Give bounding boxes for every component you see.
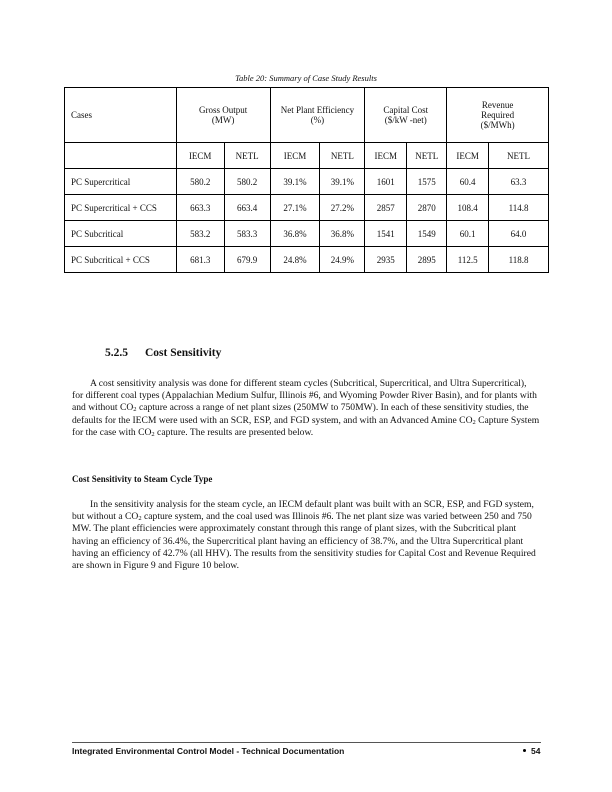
table-cell: 583.3 bbox=[224, 221, 270, 247]
subsection-heading: Cost Sensitivity to Steam Cycle Type bbox=[72, 474, 213, 484]
bullet-icon bbox=[523, 749, 526, 752]
table-cell: 118.8 bbox=[489, 247, 549, 273]
table-cell: 39.1% bbox=[270, 169, 320, 195]
table-cell: 24.8% bbox=[270, 247, 320, 273]
header-revenue: Revenue Required ($/MWh) bbox=[447, 88, 549, 143]
footer-rule bbox=[72, 742, 541, 743]
subheader-blank bbox=[65, 143, 177, 169]
table-cell: 663.4 bbox=[224, 195, 270, 221]
table-cell: 114.8 bbox=[489, 195, 549, 221]
case-name: PC Subcritical bbox=[65, 221, 177, 247]
table-cell: 1541 bbox=[365, 221, 407, 247]
table-cell: 2870 bbox=[407, 195, 447, 221]
table-cell: 1575 bbox=[407, 169, 447, 195]
table-cell: 679.9 bbox=[224, 247, 270, 273]
table-header-row bbox=[65, 88, 549, 143]
results-table bbox=[64, 87, 549, 273]
section-heading bbox=[105, 347, 221, 359]
table-cell: 112.5 bbox=[447, 247, 489, 273]
table-row bbox=[65, 247, 549, 273]
paragraph-intro: A cost sensitivity analysis was done for different steam cycles (Subcritical, Supercritical, and Ultra Supercritical), for different coal types (Appalachian Medium Sulfur, Illinois #6, and Wyoming Powder River Basin), and for plants with and without $CO_2$ capture across a range of net plant sizes (250MW to 750MW). In each of these sensitivity studies, the defaults for the IECM were used with an SCR, ESP, and FGD system, and with an Advanced Amine $CO_2$ Capture System for the case with $CO_2$ capture. The results are presented below. bbox=[72, 378, 540, 438]
table-cell: 1549 bbox=[407, 221, 447, 247]
subheader-cell: NETL bbox=[224, 143, 270, 169]
table-cell: 108.4 bbox=[447, 195, 489, 221]
table-cell: 1601 bbox=[365, 169, 407, 195]
table-cell: 64.0 bbox=[489, 221, 549, 247]
table-subheader-row bbox=[65, 143, 549, 169]
table-cell: 27.1% bbox=[270, 195, 320, 221]
table-row bbox=[65, 221, 549, 247]
subheader-cell: IECM bbox=[270, 143, 320, 169]
table-cell: 2935 bbox=[365, 247, 407, 273]
table-cell: 580.2 bbox=[176, 169, 224, 195]
table-cell: 39.1% bbox=[320, 169, 365, 195]
table-caption: Table 20: Summary of Case Study Results bbox=[235, 73, 377, 83]
table-cell: 27.2% bbox=[320, 195, 365, 221]
table-row bbox=[65, 195, 549, 221]
table-cell: 60.1 bbox=[447, 221, 489, 247]
footer-title: Integrated Environmental Control Model - Technical Documentation bbox=[72, 746, 345, 756]
table-cell: 2857 bbox=[365, 195, 407, 221]
case-name: PC Supercritical + CCS bbox=[65, 195, 177, 221]
table-cell: 60.4 bbox=[447, 169, 489, 195]
header-cases: Cases bbox=[65, 88, 177, 143]
page-number: 54 bbox=[523, 746, 540, 756]
case-name: PC Supercritical bbox=[65, 169, 177, 195]
table-row bbox=[65, 169, 549, 195]
subheader-cell: IECM bbox=[447, 143, 489, 169]
case-name: PC Subcritical + CCS bbox=[65, 247, 177, 273]
header-capital-cost: Capital Cost ($/kW -net) bbox=[365, 88, 447, 143]
subheader-cell: NETL bbox=[489, 143, 549, 169]
subheader-cell: IECM bbox=[365, 143, 407, 169]
table-cell: 663.3 bbox=[176, 195, 224, 221]
table-cell: 583.2 bbox=[176, 221, 224, 247]
table-cell: 2895 bbox=[407, 247, 447, 273]
subheader-cell: NETL bbox=[407, 143, 447, 169]
header-efficiency: Net Plant Efficiency (%) bbox=[270, 88, 365, 143]
table-cell: 36.8% bbox=[270, 221, 320, 247]
section-title: Cost Sensitivity bbox=[145, 347, 222, 359]
table-cell: 63.3 bbox=[489, 169, 549, 195]
table-cell: 24.9% bbox=[320, 247, 365, 273]
subheader-cell: NETL bbox=[320, 143, 365, 169]
paragraph-steam-cycle: In the sensitivity analysis for the steam cycle, an IECM default plant was built with an SCR, ESP, and FGD system, but without a $CO_2$ capture system, and the coal used was Illinois #6. The net plant size was varied between 250 and 750 MW. The plant efficiencies were approximately constant through this range of plant sizes, with the Subcritical plant having an efficiency of 36.4%, the Supercritical plant having an efficiency of 38.7%, and the Ultra Supercritical plant having an efficiency of 42.7% (all HHV). The results from the sensitivity studies for Capital Cost and Revenue Required are shown in Figure 9 and Figure 10 below. bbox=[72, 499, 536, 572]
table-cell: 580.2 bbox=[224, 169, 270, 195]
header-gross-output: Gross Output (MW) bbox=[176, 88, 270, 143]
section-number: 5.2.5 bbox=[105, 347, 128, 359]
table-cell: 36.8% bbox=[320, 221, 365, 247]
subheader-cell: IECM bbox=[176, 143, 224, 169]
table-cell: 681.3 bbox=[176, 247, 224, 273]
